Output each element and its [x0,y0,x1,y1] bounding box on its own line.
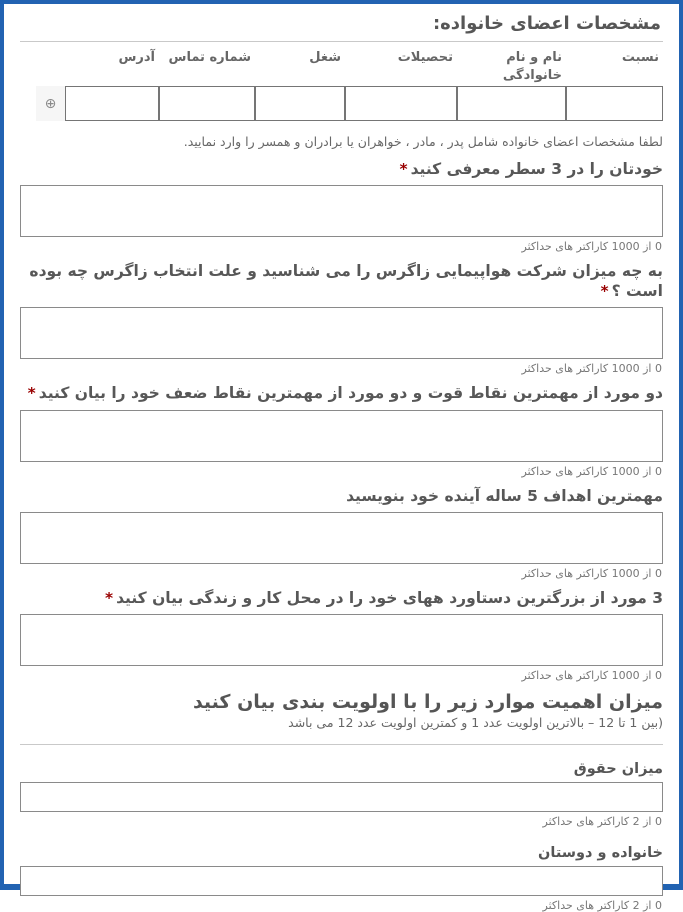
family-table-help-text: لطفا مشخصات اعضای خانواده شامل پدر ، مادر ، خواهران یا برادران و همسر را وارد نمایید. [183,134,663,150]
title-divider [20,41,663,42]
priority-section-subtitle: (بین 1 تا 12 – بالاترین اولویت عدد 1 و کمترین اولویت عدد 12 می باشد [288,715,663,731]
question-1-label: خودتان را در 3 سطر معرفی کنید* [399,159,663,178]
add-row-button[interactable] [36,86,65,121]
family-friends-input[interactable] [20,866,663,896]
question-3-label: دو مورد از مهمترین نقاط قوت و دو مورد از مهمترین نقاط ضعف خود را بیان کنید* [27,384,663,403]
family-table-header-row [20,47,663,86]
page-title: مشخصات اعضای خانواده: [432,13,661,34]
question-4-char-counter: 0 از 1000 کاراکتر های حداکثر [521,566,662,580]
question-group-4 [20,486,663,580]
education-input[interactable] [345,86,457,121]
circled-plus-icon: ⊕ [44,95,57,112]
job-input[interactable] [255,86,345,121]
question-group-1 [20,159,663,253]
question-2-label: به چه میزان شرکت هواپیمایی زاگرس را می شناسید و علت انتخاب زاگرس چه بوده است ؟* [29,261,663,301]
required-asterisk: * [104,589,114,608]
priority-field-salary [20,761,663,828]
question-5-char-counter: 0 از 1000 کاراکتر های حداکثر [521,669,662,683]
question-1-char-counter: 0 از 1000 کاراکتر های حداکثر [521,239,662,253]
question-group-3 [20,383,663,477]
column-header-education: تحصیلات [397,50,453,65]
family-friends-field-label: خانواده و دوستان [538,844,663,861]
column-header-relation: نسبت [621,50,659,65]
question-4-label: مهمترین اهداف 5 ساله آینده خود بنویسید [346,486,663,505]
question-4-textarea[interactable] [20,512,663,564]
priority-field-family-friends [20,845,663,912]
salary-input[interactable] [20,782,663,812]
column-header-address: آدرس [118,50,155,65]
column-header-phone: شماره تماس [168,50,251,65]
question-3-char-counter: 0 از 1000 کاراکتر های حداکثر [521,464,662,478]
required-asterisk: * [27,384,36,403]
phone-input[interactable] [159,86,255,121]
family-table-input-row [20,86,663,121]
required-asterisk: * [600,282,609,301]
family-members-table [20,47,663,121]
question-5-label: 3 مورد از بزرگترین دستاورد ههای خود را در محل کار و زندگی بیان کنید* [104,589,663,608]
fullname-input[interactable] [457,86,566,121]
priority-section-heading: میزان اهمیت موارد زیر را با اولویت بندی بیان کنید [192,691,663,714]
question-5-textarea[interactable] [20,614,663,666]
priority-section-divider [20,744,663,745]
salary-field-label: میزان حقوق [573,761,663,778]
column-header-add [36,47,65,51]
question-group-2 [20,261,663,375]
question-2-textarea[interactable] [20,307,663,359]
salary-char-counter: 0 از 2 کاراکتر های حداکثر [542,815,662,829]
column-header-fullname: نام و نام خانوادگی [502,50,562,83]
family-friends-char-counter: 0 از 2 کاراکتر های حداکثر [542,898,662,912]
question-group-5 [20,588,663,682]
relation-input[interactable] [566,86,663,121]
column-header-job: شغل [309,50,341,65]
required-asterisk: * [399,159,408,178]
question-3-textarea[interactable] [20,410,663,462]
question-1-textarea[interactable] [20,185,663,237]
address-input[interactable] [65,86,159,121]
question-2-char-counter: 0 از 1000 کاراکتر های حداکثر [521,362,662,376]
